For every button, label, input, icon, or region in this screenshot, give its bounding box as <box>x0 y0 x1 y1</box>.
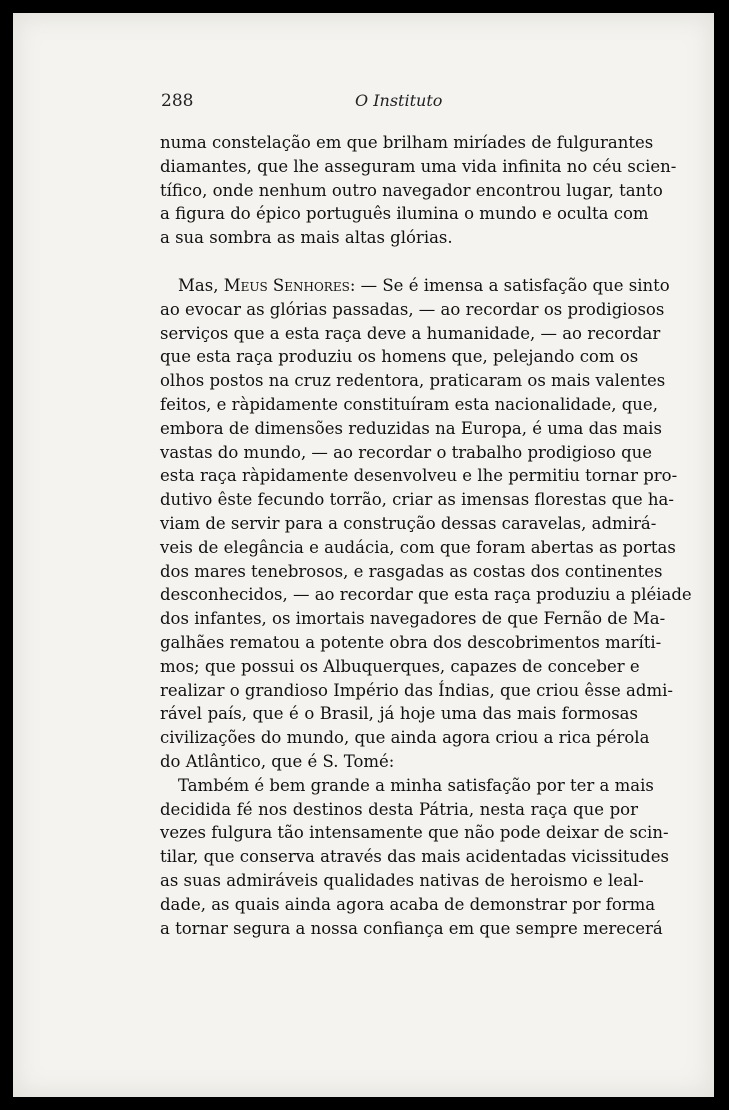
text-line: realizar o grandioso Império das Índias, que criou êsse admi- <box>160 680 673 700</box>
text-line: olhos postos na cruz redentora, praticaram os mais valentes <box>160 371 666 391</box>
text-line: dos infantes, os imortais navegadores de que Fernão de Ma- <box>160 609 666 629</box>
running-title: O Instituto <box>355 91 443 110</box>
book-page <box>13 13 714 1097</box>
page-header <box>13 91 714 119</box>
lead-small-caps: Meus Senhores <box>223 275 350 295</box>
text-line: rável país, que é o Brasil, já hoje uma das mais formosas <box>160 704 638 724</box>
text-line: a figura do épico português ilumina o mundo e oculta com <box>160 204 649 224</box>
text-line: galhães rematou a potente obra dos descobrimentos maríti- <box>160 632 662 652</box>
text-line: mos; que possui os Albuquerques, capazes de conceber e <box>160 656 640 676</box>
text-line-lead <box>160 274 670 298</box>
text-line: embora de dimensões reduzidas na Europa, é uma das mais <box>160 418 662 438</box>
text-line: feitos, e ràpidamente constituíram esta nacionalidade, que, <box>160 394 658 414</box>
text-line: dade, as quais ainda agora acaba de demonstrar por forma <box>160 894 656 914</box>
lead-rest: : — Se é imensa a satisfação que sinto <box>349 275 670 295</box>
paragraph-gap <box>160 250 638 274</box>
text-line: serviços que a esta raça deve a humanidade, — ao recordar <box>160 323 661 343</box>
text-line: as suas admiráveis qualidades nativas de heroismo e leal- <box>160 870 644 890</box>
text-line: dos mares tenebrosos, e rasgadas as costas dos continentes <box>160 561 663 581</box>
text-line: vastas do mundo, — ao recordar o trabalho prodigioso que <box>160 442 653 462</box>
text-line: dutivo êste fecundo torrão, criar as imensas florestas que ha- <box>160 490 674 510</box>
paragraph-2 <box>160 274 692 774</box>
text-line: que esta raça produziu os homens que, pelejando com os <box>160 347 639 367</box>
text-line: decidida fé nos destinos desta Pátria, nesta raça que por <box>160 799 638 819</box>
text-line: esta raça ràpidamente desenvolveu e lhe permitiu tornar pro- <box>160 466 678 486</box>
text-line: numa constelação em que brilham miríades de fulgurantes <box>160 133 654 152</box>
body-text <box>160 131 692 940</box>
page-number: 288 <box>161 91 194 111</box>
paragraph-3 <box>160 774 669 941</box>
paragraph-1 <box>160 131 677 250</box>
text-line: veis de elegância e audácia, com que foram abertas as portas <box>160 537 676 557</box>
text-line: a sua sombra as mais altas glórias. <box>160 228 453 248</box>
lead-word: Mas, <box>178 275 219 295</box>
text-line: ao evocar as glórias passadas, — ao recordar os prodigiosos <box>160 299 665 319</box>
text-line: viam de servir para a construção dessas caravelas, admirá- <box>160 513 657 533</box>
text-line: a tornar segura a nossa confiança em que sempre merecerá <box>160 918 663 938</box>
text-line: do Atlântico, que é S. Tomé: <box>160 751 395 771</box>
text-line: Também é bem grande a minha satisfação por ter a mais <box>178 775 654 795</box>
text-line: tilar, que conserva através das mais acidentadas vicissitudes <box>160 847 669 867</box>
text-line: vezes fulgura tão intensamente que não pode deixar de scin- <box>160 823 669 843</box>
text-line: tífico, onde nenhum outro navegador encontrou lugar, tanto <box>160 180 663 200</box>
text-line: desconhecidos, — ao recordar que esta raça produziu a pléiade <box>160 585 692 605</box>
text-line: civilizações do mundo, que ainda agora criou a rica pérola <box>160 728 650 748</box>
text-line: diamantes, que lhe asseguram uma vida infinita no céu scien- <box>160 156 677 176</box>
